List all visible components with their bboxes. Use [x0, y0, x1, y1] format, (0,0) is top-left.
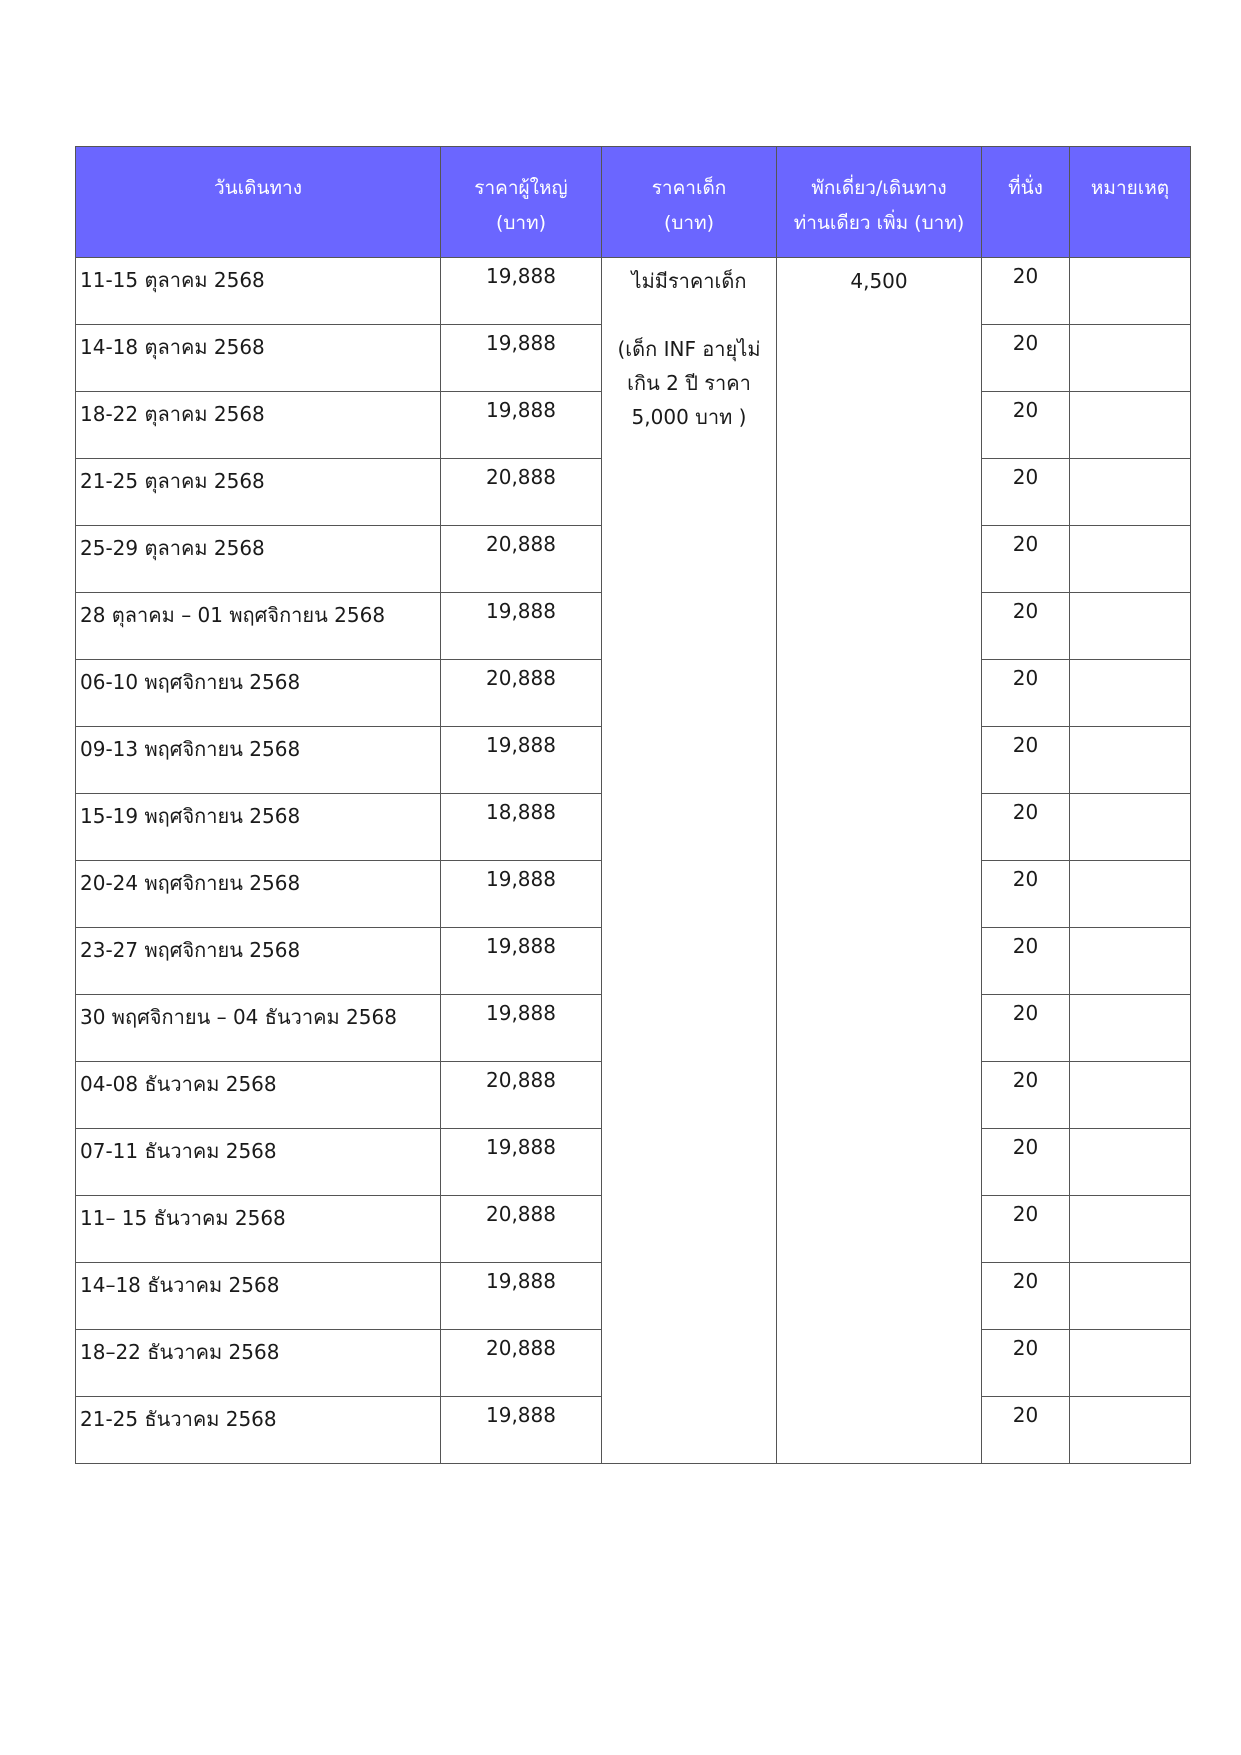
- header-adult-price: [441, 147, 602, 258]
- departure-date-cell: 30 พฤศจิกายน – 04 ธันวาคม 2568: [76, 995, 441, 1062]
- adult-price-cell: 19,888: [441, 1129, 602, 1196]
- remark-cell: [1070, 392, 1191, 459]
- remark-cell: [1070, 1263, 1191, 1330]
- seats-cell: 20: [982, 1062, 1070, 1129]
- remark-cell: [1070, 1397, 1191, 1464]
- departure-date-cell: 18–22 ธันวาคม 2568: [76, 1330, 441, 1397]
- remark-cell: [1070, 727, 1191, 794]
- departure-date-cell: 28 ตุลาคม – 01 พฤศจิกายน 2568: [76, 593, 441, 660]
- table-row: [76, 258, 1191, 325]
- remark-cell: [1070, 1330, 1191, 1397]
- adult-price-cell: 19,888: [441, 258, 602, 325]
- adult-price-cell: 19,888: [441, 593, 602, 660]
- seats-cell: 20: [982, 861, 1070, 928]
- adult-price-cell: 19,888: [441, 928, 602, 995]
- departure-date-cell: 15-19 พฤศจิกายน 2568: [76, 794, 441, 861]
- departure-date-cell: 14-18 ตุลาคม 2568: [76, 325, 441, 392]
- departure-date-cell: 25-29 ตุลาคม 2568: [76, 526, 441, 593]
- remark-cell: [1070, 794, 1191, 861]
- header-date: [76, 147, 441, 258]
- seats-cell: 20: [982, 392, 1070, 459]
- departure-date-cell: 11– 15 ธันวาคม 2568: [76, 1196, 441, 1263]
- header-single-supplement: [777, 147, 982, 258]
- departure-date-cell: 20-24 พฤศจิกายน 2568: [76, 861, 441, 928]
- seats-cell: 20: [982, 258, 1070, 325]
- header-remark: [1070, 147, 1191, 258]
- remark-cell: [1070, 1062, 1191, 1129]
- seats-cell: 20: [982, 928, 1070, 995]
- remark-cell: [1070, 995, 1191, 1062]
- header-child-price-unit: (บาท): [663, 212, 715, 234]
- adult-price-cell: 20,888: [441, 459, 602, 526]
- child-price-spacer: [606, 298, 772, 332]
- adult-price-cell: 20,888: [441, 1196, 602, 1263]
- single-supplement-cell: 4,500: [777, 258, 982, 1464]
- child-price-text-line2: (เด็ก INF อายุไม่: [617, 337, 761, 361]
- departure-date-cell: 23-27 พฤศจิกายน 2568: [76, 928, 441, 995]
- adult-price-cell: 19,888: [441, 325, 602, 392]
- header-seats: [982, 147, 1070, 258]
- child-price-text-line3: เกิน 2 ปี ราคา: [627, 371, 751, 395]
- adult-price-cell: 20,888: [441, 660, 602, 727]
- seats-cell: 20: [982, 593, 1070, 660]
- departure-price-table: [75, 146, 1191, 1464]
- seats-cell: 20: [982, 794, 1070, 861]
- adult-price-cell: 19,888: [441, 1397, 602, 1464]
- header-date-label: วันเดินทาง: [214, 177, 302, 199]
- adult-price-cell: 20,888: [441, 1330, 602, 1397]
- header-adult-price-unit: (บาท): [495, 212, 547, 234]
- remark-cell: [1070, 593, 1191, 660]
- seats-cell: 20: [982, 325, 1070, 392]
- departure-date-cell: 21-25 ธันวาคม 2568: [76, 1397, 441, 1464]
- remark-cell: [1070, 861, 1191, 928]
- departure-date-cell: 04-08 ธันวาคม 2568: [76, 1062, 441, 1129]
- departure-date-cell: 06-10 พฤศจิกายน 2568: [76, 660, 441, 727]
- header-single-supplement-label: พักเดี่ยว/เดินทาง: [811, 177, 947, 199]
- child-price-text-line1: ไม่มีราคาเด็ก: [631, 269, 747, 293]
- seats-cell: 20: [982, 1397, 1070, 1464]
- header-child-price-label: ราคาเด็ก: [651, 177, 727, 199]
- departure-date-cell: 09-13 พฤศจิกายน 2568: [76, 727, 441, 794]
- seats-cell: 20: [982, 1263, 1070, 1330]
- remark-cell: [1070, 258, 1191, 325]
- remark-cell: [1070, 325, 1191, 392]
- remark-cell: [1070, 459, 1191, 526]
- remark-cell: [1070, 1196, 1191, 1263]
- remark-cell: [1070, 1129, 1191, 1196]
- seats-cell: 20: [982, 1196, 1070, 1263]
- adult-price-cell: 20,888: [441, 1062, 602, 1129]
- departure-date-cell: 18-22 ตุลาคม 2568: [76, 392, 441, 459]
- adult-price-cell: 20,888: [441, 526, 602, 593]
- header-child-price: [602, 147, 777, 258]
- table-body: [76, 258, 1191, 1464]
- header-single-supplement-unit: ท่านเดียว เพิ่ม (บาท): [793, 212, 965, 234]
- table-header-row: [76, 147, 1191, 258]
- remark-cell: [1070, 928, 1191, 995]
- adult-price-cell: 19,888: [441, 392, 602, 459]
- child-price-cell: [602, 258, 777, 1464]
- adult-price-cell: 19,888: [441, 727, 602, 794]
- header-remark-label: หมายเหตุ: [1090, 177, 1170, 199]
- adult-price-cell: 19,888: [441, 1263, 602, 1330]
- child-price-text-line4: 5,000 บาท ): [631, 405, 747, 429]
- departure-date-cell: 14–18 ธันวาคม 2568: [76, 1263, 441, 1330]
- departure-date-cell: 21-25 ตุลาคม 2568: [76, 459, 441, 526]
- remark-cell: [1070, 526, 1191, 593]
- seats-cell: 20: [982, 459, 1070, 526]
- header-seats-label: ที่นั่ง: [1008, 177, 1043, 199]
- adult-price-cell: 19,888: [441, 995, 602, 1062]
- seats-cell: 20: [982, 526, 1070, 593]
- header-adult-price-label: ราคาผู้ใหญ่: [474, 177, 568, 199]
- departure-date-cell: 11-15 ตุลาคม 2568: [76, 258, 441, 325]
- adult-price-cell: 19,888: [441, 861, 602, 928]
- seats-cell: 20: [982, 660, 1070, 727]
- adult-price-cell: 18,888: [441, 794, 602, 861]
- seats-cell: 20: [982, 1129, 1070, 1196]
- remark-cell: [1070, 660, 1191, 727]
- departure-date-cell: 07-11 ธันวาคม 2568: [76, 1129, 441, 1196]
- seats-cell: 20: [982, 727, 1070, 794]
- seats-cell: 20: [982, 1330, 1070, 1397]
- seats-cell: 20: [982, 995, 1070, 1062]
